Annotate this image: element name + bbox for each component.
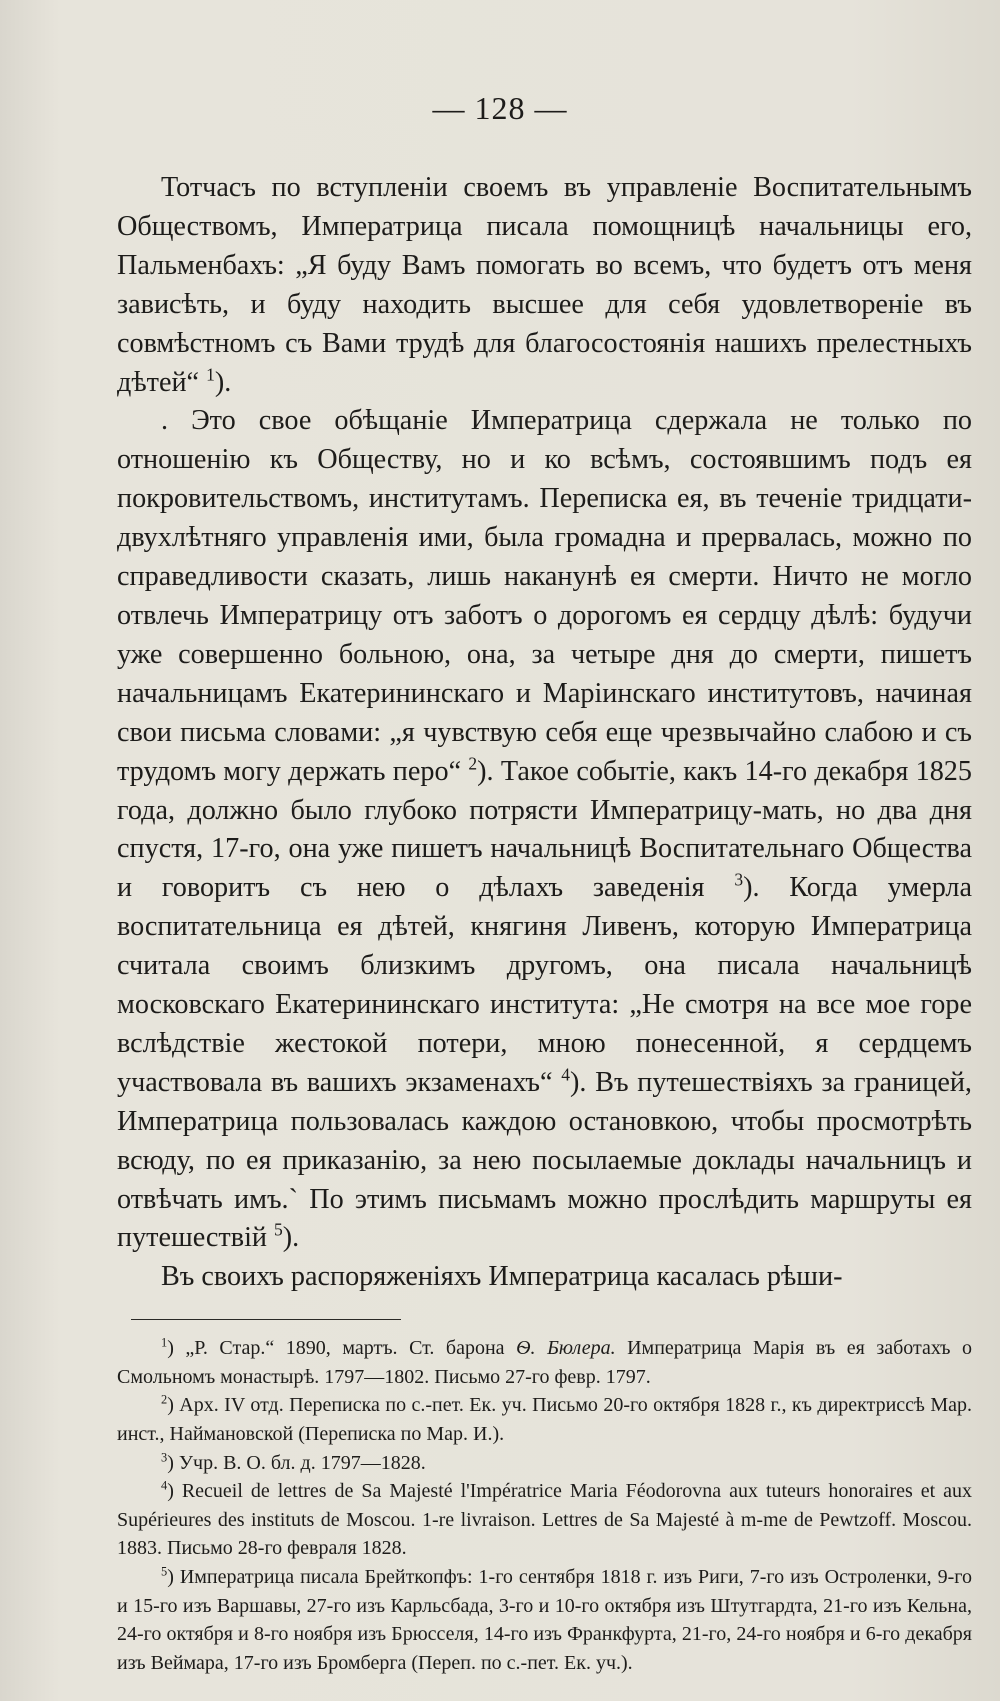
paragraph-text: ). bbox=[282, 1222, 300, 1254]
footnote-text: ) „Р. Стар.“ 1890, мартъ. Ст. барона bbox=[167, 1337, 517, 1360]
paragraph-1 bbox=[117, 169, 972, 402]
footnote-mark: 2 bbox=[161, 1392, 168, 1407]
footnote-2 bbox=[117, 1391, 972, 1448]
footnote-4 bbox=[117, 1477, 972, 1563]
paragraph-3 bbox=[117, 1258, 972, 1297]
main-text bbox=[117, 169, 972, 1677]
footnote-mark: 3 bbox=[161, 1450, 168, 1464]
footnote-3 bbox=[117, 1449, 972, 1478]
footnote-author: Ѳ. Бюлера. bbox=[516, 1337, 616, 1360]
footnote-text: ) Арх. IV отд. Переписка по с.-пет. Ек. уч. Письмо 20-го октября 1828 г., къ директриссѣ Мар. инст., Наймановской (Переписка по Мар. И.). bbox=[117, 1394, 972, 1446]
paragraph-text: ). Когда умерла воспитательница ея дѣтей, княгиня Ливенъ, которую Императрица считала своимъ близкимъ другомъ, она писала начальницѣ московскаго Екатерининскаго института: „Не смотря на все мое горе вслѣдствіе жестокой потери, мною понесенной, я сердцемъ участвовала въ вашихъ экзаменахъ“ bbox=[117, 872, 972, 1098]
footnote-ref: 2 bbox=[468, 753, 478, 774]
paragraph-2 bbox=[117, 402, 972, 1258]
paragraph-text: ). Въ путешествіяхъ за границей, Императрица пользовалась каждою остановкою, чтобы просмотрѣть всюду, по ея приказанію, за нею посылаемые доклады начальницъ и отвѣчать имъ.` По этимъ письмамъ можно прослѣдить маршруты ея путешествій bbox=[117, 1066, 972, 1254]
footnote-divider bbox=[131, 1319, 401, 1320]
footnote-mark: 5 bbox=[161, 1564, 168, 1579]
footnote-1 bbox=[117, 1334, 972, 1391]
paragraph-text: Въ своихъ распоряженіяхъ Императрица касалась рѣши- bbox=[161, 1261, 843, 1293]
footnote-mark: 4 bbox=[161, 1478, 168, 1493]
footnote-text: Императрица Марія въ ея заботахъ о Смольномъ монастырѣ. 1797—1802. Письмо 27-го февр. 1797. bbox=[117, 1337, 973, 1388]
footnote-ref: 3 bbox=[734, 869, 744, 890]
paragraph-text: . Это свое обѣщаніе Императрица сдержала не только по отношенію къ Обществу, но и ко всѣмъ, состоявшимъ подъ ея покровительствомъ, институтамъ. Переписка ея, въ теченіе тридцати-двухлѣтняго управленія ими, была громадна и прервалась, можно по справедливости сказать, лишь наканунѣ ея смерти. Ничто не могло отвлечь Императрицу отъ заботъ о дорогомъ ея сердцу дѣлѣ: будучи уже совершенно больною, она, за четыре дня до смерти, пишетъ начальницамъ Екатерининскаго и Маріинскаго институтовъ, начиная свои письма словами: „я чувствую себя еще чрезвычайно слабою и съ трудомъ могу держать перо“ bbox=[117, 405, 972, 787]
footnotes bbox=[117, 1334, 972, 1677]
footnote-text: ) Recueil de lettres de Sa Majesté l'Impératrice Maria Féodorovna aux tuteurs honoraires et aux Supérieures des instituts de Moscou. 1-re livraison. Lettres de Sa Majesté à m-me de Pewtzoff. Moscou. 1883. Письмо 28-го февраля 1828. bbox=[117, 1480, 972, 1560]
footnote-5 bbox=[117, 1563, 972, 1677]
paragraph-text: Тотчасъ по вступленіи своемъ въ управленіе Воспитательнымъ Обществомъ, Императрица писала помощницѣ начальницы его, Пальменбахъ: „Я буду Вамъ помогать во всемъ, что будетъ отъ меня зависѣть, и буду находить высшее для себя удовлетвореніе въ совмѣстномъ съ Вами трудѣ для благосостоянія нашихъ прелестныхъ дѣтей“ bbox=[117, 172, 972, 398]
footnote-ref: 4 bbox=[561, 1064, 570, 1085]
paragraph-text: ). Такое событіе, какъ 14-го декабря 1825 года, должно было глубоко потрясти Императрицу-мать, но два дня спустя, 17-го, она уже пишетъ начальницѣ Воспитательнаго Общества и говоритъ съ нею о дѣлахъ заведенія bbox=[117, 755, 972, 904]
footnote-text: ) Учр. В. О. бл. д. 1797—1828. bbox=[167, 1451, 426, 1474]
paragraph-text: ). bbox=[214, 366, 232, 398]
footnote-ref: 5 bbox=[274, 1220, 283, 1241]
page-number: — 128 — bbox=[432, 90, 568, 126]
footnote-text: ) Императрица писала Брейткопфъ: 1-го сентября 1818 г. изъ Риги, 7-го изъ Остроленки, 9-го и 15-го изъ Варшавы, 27-го изъ Карльсбада, 3-го и 10-го октября изъ Штутгардта, 21-го изъ Кельна, 24-го октября и 8-го ноября изъ Брюсселя, 14-го изъ Франкфурта, 21-го, 24-го ноября и 6-го декабря изъ Веймара, 17-го изъ Бромберга (Переп. по с.-пет. Ек. уч.). bbox=[117, 1566, 972, 1674]
footnote-ref: 1 bbox=[206, 364, 215, 385]
footnote-mark: 1 bbox=[161, 1335, 168, 1350]
